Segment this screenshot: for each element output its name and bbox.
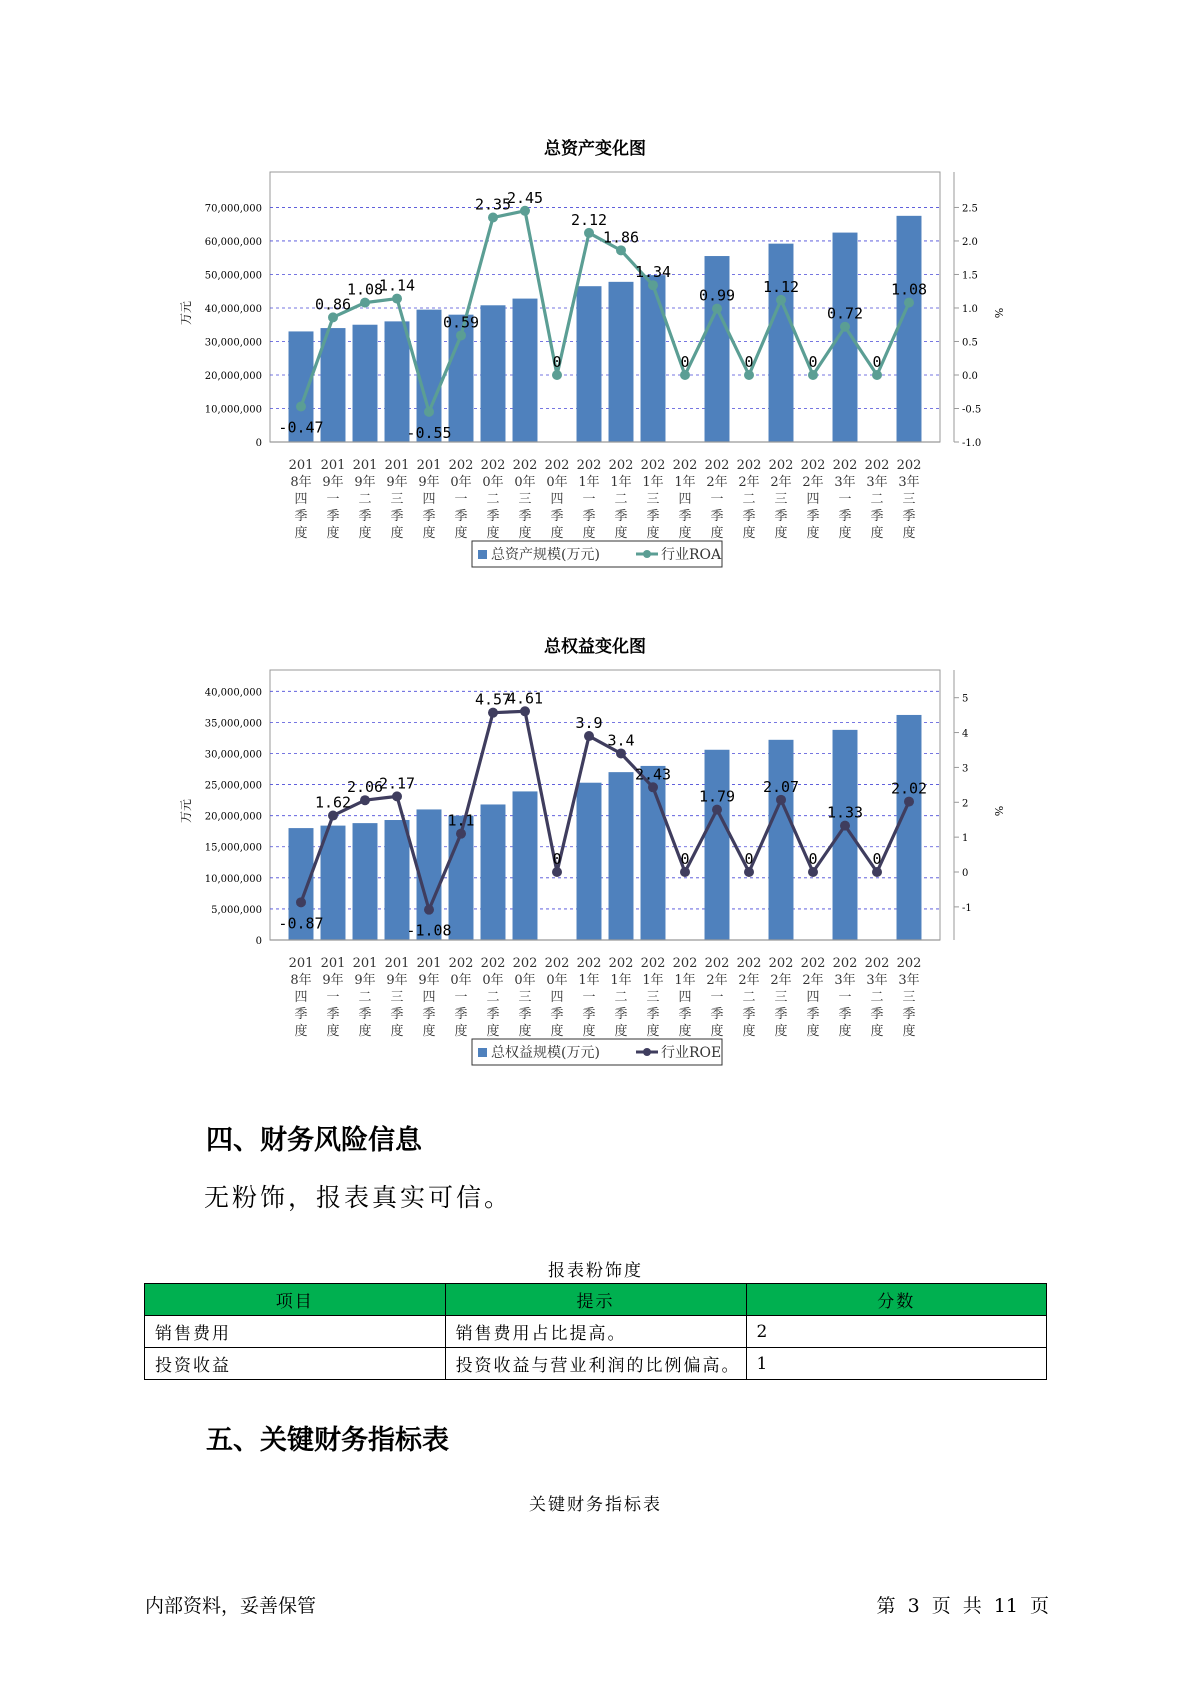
left-tick-label: 35,000,000 bbox=[204, 718, 262, 730]
section-4-heading: 四、财务风险信息 bbox=[206, 1125, 422, 1156]
bar bbox=[897, 715, 922, 940]
column-header: 提示 bbox=[445, 1284, 746, 1316]
left-tick-label: 10,000,000 bbox=[204, 873, 262, 885]
line-point bbox=[872, 867, 882, 877]
category-label: 202 3年三季度 bbox=[896, 956, 922, 1039]
chart-title: 总资产变化图 bbox=[544, 139, 646, 159]
data-label: 0.99 bbox=[698, 286, 736, 305]
table-cell: 销售费用 bbox=[145, 1316, 446, 1348]
table-cell: 1 bbox=[746, 1348, 1046, 1380]
line-point bbox=[456, 330, 466, 340]
left-axis-title: 万元 bbox=[179, 798, 193, 824]
line-point bbox=[296, 897, 306, 907]
data-label: -0.47 bbox=[278, 418, 324, 437]
bar bbox=[481, 804, 506, 940]
footer-confidential: 内部资料，妥善保管 bbox=[145, 1595, 317, 1617]
left-tick-label: 30,000,000 bbox=[204, 749, 262, 761]
data-label: 1.79 bbox=[698, 787, 736, 806]
category-label: 202 0年一季度 bbox=[448, 458, 474, 541]
bar bbox=[609, 282, 634, 442]
table-cell: 2 bbox=[746, 1316, 1046, 1348]
legend-bar-label: 总权益规模(万元) bbox=[491, 1045, 600, 1061]
left-tick-label: 15,000,000 bbox=[204, 842, 262, 854]
bar bbox=[353, 325, 378, 442]
category-label: 201 8年四季度 bbox=[288, 956, 314, 1039]
line-point bbox=[616, 245, 626, 255]
section-5-heading: 五、关键财务指标表 bbox=[206, 1425, 449, 1456]
line-point bbox=[712, 805, 722, 815]
category-label: 201 9年二季度 bbox=[352, 956, 378, 1039]
table-cell: 销售费用占比提高。 bbox=[445, 1316, 746, 1348]
legend-bar-label: 总资产规模(万元) bbox=[491, 547, 600, 563]
line-point bbox=[680, 370, 690, 380]
data-label: 2.45 bbox=[506, 188, 544, 207]
data-label: 1.86 bbox=[602, 228, 640, 247]
data-label: -1.08 bbox=[406, 921, 452, 940]
data-label: 0 bbox=[552, 850, 562, 869]
line-point bbox=[424, 407, 434, 417]
data-label: -0.55 bbox=[406, 423, 452, 442]
bar bbox=[897, 216, 922, 442]
left-tick-label: 25,000,000 bbox=[204, 780, 262, 792]
data-label: 0 bbox=[680, 352, 690, 371]
line-point bbox=[584, 228, 594, 238]
line-point bbox=[744, 867, 754, 877]
window-dressing-table bbox=[144, 1283, 1047, 1380]
data-label: 2.12 bbox=[570, 210, 608, 229]
line-point bbox=[808, 370, 818, 380]
line-point bbox=[840, 322, 850, 332]
category-label: 202 3年三季度 bbox=[896, 458, 922, 541]
right-tick-label: -1.0 bbox=[962, 438, 982, 449]
data-label: 2.17 bbox=[378, 774, 416, 793]
legend-bar-swatch bbox=[478, 550, 487, 559]
data-label: 0 bbox=[680, 850, 690, 869]
category-label: 201 9年三季度 bbox=[384, 458, 410, 541]
line-point bbox=[520, 206, 530, 216]
category-label: 202 2年一季度 bbox=[704, 458, 730, 541]
line-point bbox=[360, 795, 370, 805]
category-label: 202 1年四季度 bbox=[672, 956, 698, 1039]
table-cell: 投资收益 bbox=[145, 1348, 446, 1380]
legend-line-label: 行业ROE bbox=[661, 1045, 722, 1061]
category-label: 202 2年一季度 bbox=[704, 956, 730, 1039]
category-label: 202 1年三季度 bbox=[640, 458, 666, 541]
category-label: 202 0年四季度 bbox=[544, 458, 570, 541]
left-tick-label: 0 bbox=[255, 936, 262, 947]
right-tick-label: 3 bbox=[962, 763, 969, 775]
data-label: -0.87 bbox=[278, 914, 324, 933]
category-label: 201 9年一季度 bbox=[320, 956, 346, 1039]
right-tick-label: 2.0 bbox=[962, 236, 978, 248]
category-label: 202 2年三季度 bbox=[768, 956, 794, 1039]
line-point bbox=[680, 867, 690, 877]
right-tick-label: 0 bbox=[962, 868, 969, 880]
line-point bbox=[552, 370, 562, 380]
data-label: 0 bbox=[808, 352, 818, 371]
category-label: 202 1年四季度 bbox=[672, 458, 698, 541]
data-label: 0.59 bbox=[442, 313, 480, 332]
category-label: 201 9年三季度 bbox=[384, 956, 410, 1039]
table-cell: 投资收益与营业利润的比例偏高。 bbox=[445, 1348, 746, 1380]
data-label: 2.06 bbox=[346, 778, 384, 797]
column-header: 项目 bbox=[145, 1284, 446, 1316]
right-tick-label: 4 bbox=[962, 728, 969, 740]
data-label: 2.35 bbox=[474, 195, 512, 214]
data-label: 3.9 bbox=[575, 714, 603, 733]
line-point bbox=[584, 731, 594, 741]
bar bbox=[513, 299, 538, 442]
category-label: 202 0年一季度 bbox=[448, 956, 474, 1039]
left-axis-title: 万元 bbox=[179, 300, 193, 326]
bar bbox=[641, 275, 666, 442]
bar bbox=[705, 750, 730, 940]
category-label: 201 9年四季度 bbox=[416, 956, 442, 1039]
category-label: 202 3年二季度 bbox=[864, 458, 890, 541]
bar bbox=[353, 823, 378, 940]
category-label: 202 2年三季度 bbox=[768, 458, 794, 541]
bar bbox=[609, 772, 634, 940]
legend-line-marker bbox=[643, 1048, 651, 1056]
line-point bbox=[424, 905, 434, 915]
left-tick-label: 70,000,000 bbox=[204, 203, 262, 215]
data-label: 0 bbox=[552, 352, 562, 371]
bar bbox=[513, 791, 538, 940]
category-label: 202 1年二季度 bbox=[608, 956, 634, 1039]
bar bbox=[769, 244, 794, 442]
line-point bbox=[904, 298, 914, 308]
data-label: 1.14 bbox=[378, 276, 416, 295]
line-point bbox=[776, 795, 786, 805]
category-label: 201 9年二季度 bbox=[352, 458, 378, 541]
line-point bbox=[808, 867, 818, 877]
line-point bbox=[392, 791, 402, 801]
data-label: 1.34 bbox=[634, 263, 672, 282]
category-label: 202 0年四季度 bbox=[544, 956, 570, 1039]
right-tick-label: 5 bbox=[962, 693, 969, 705]
line-point bbox=[392, 294, 402, 304]
data-label: 1.12 bbox=[762, 277, 800, 296]
left-tick-label: 40,000,000 bbox=[204, 303, 262, 315]
footer-page-number: 第 3 页 共 11 页 bbox=[876, 1595, 1049, 1617]
table-row bbox=[145, 1316, 1047, 1348]
total-assets-chart bbox=[0, 130, 1191, 590]
left-tick-label: 50,000,000 bbox=[204, 270, 262, 282]
left-tick-label: 5,000,000 bbox=[211, 904, 262, 916]
column-header: 分数 bbox=[746, 1284, 1046, 1316]
category-label: 202 2年四季度 bbox=[800, 458, 826, 541]
bar bbox=[481, 305, 506, 442]
line-point bbox=[648, 280, 658, 290]
data-label: 0.72 bbox=[826, 304, 864, 323]
legend-line-marker bbox=[643, 550, 651, 558]
table-row bbox=[145, 1348, 1047, 1380]
right-tick-label: -1 bbox=[962, 902, 972, 914]
category-label: 202 2年二季度 bbox=[736, 956, 762, 1039]
left-tick-label: 20,000,000 bbox=[204, 370, 262, 382]
category-label: 202 0年二季度 bbox=[480, 458, 506, 541]
category-label: 202 3年一季度 bbox=[832, 458, 858, 541]
category-label: 202 2年四季度 bbox=[800, 956, 826, 1039]
line-point bbox=[488, 213, 498, 223]
line-point bbox=[840, 821, 850, 831]
data-label: 2.02 bbox=[890, 779, 928, 798]
left-tick-label: 30,000,000 bbox=[204, 337, 262, 349]
left-tick-label: 0 bbox=[255, 438, 262, 449]
category-label: 202 1年三季度 bbox=[640, 956, 666, 1039]
category-label: 201 8年四季度 bbox=[288, 458, 314, 541]
data-label: 0 bbox=[744, 850, 754, 869]
data-label: 0 bbox=[872, 850, 882, 869]
data-label: 0 bbox=[808, 850, 818, 869]
data-label: 1.1 bbox=[447, 811, 475, 830]
data-label: 0 bbox=[744, 352, 754, 371]
category-label: 202 3年二季度 bbox=[864, 956, 890, 1039]
line-point bbox=[872, 370, 882, 380]
category-label: 202 1年二季度 bbox=[608, 458, 634, 541]
section-4-text: 无粉饰，报表真实可信。 bbox=[204, 1183, 513, 1212]
key-indicators-caption: 关键财务指标表 bbox=[529, 1495, 662, 1515]
line-point bbox=[776, 295, 786, 305]
left-tick-label: 10,000,000 bbox=[204, 404, 262, 416]
right-tick-label: 1.5 bbox=[962, 270, 978, 282]
chart-title: 总权益变化图 bbox=[544, 637, 646, 657]
category-label: 202 1年一季度 bbox=[576, 458, 602, 541]
left-tick-label: 40,000,000 bbox=[204, 687, 262, 699]
line-point bbox=[744, 370, 754, 380]
category-label: 201 9年四季度 bbox=[416, 458, 442, 541]
risk-table-caption: 报表粉饰度 bbox=[548, 1261, 643, 1281]
legend-bar-swatch bbox=[478, 1048, 487, 1057]
line-point bbox=[520, 706, 530, 716]
data-label: 2.07 bbox=[762, 777, 800, 796]
category-label: 202 3年一季度 bbox=[832, 956, 858, 1039]
bar bbox=[705, 256, 730, 442]
category-label: 202 0年三季度 bbox=[512, 956, 538, 1039]
line-point bbox=[712, 304, 722, 314]
line-point bbox=[904, 797, 914, 807]
line-point bbox=[488, 708, 498, 718]
bar bbox=[577, 783, 602, 940]
right-tick-label: 1.0 bbox=[962, 303, 978, 315]
data-label: 0 bbox=[872, 352, 882, 371]
line-point bbox=[456, 829, 466, 839]
bar bbox=[769, 740, 794, 940]
category-label: 202 2年二季度 bbox=[736, 458, 762, 541]
line-point bbox=[360, 298, 370, 308]
line-point bbox=[616, 748, 626, 758]
table-header-row bbox=[145, 1284, 1047, 1316]
category-label: 202 1年一季度 bbox=[576, 956, 602, 1039]
right-axis-title: % bbox=[992, 805, 1005, 817]
data-label: 2.43 bbox=[634, 765, 672, 784]
right-axis-title: % bbox=[992, 307, 1005, 319]
line-point bbox=[328, 811, 338, 821]
data-label: 1.08 bbox=[890, 280, 928, 299]
category-label: 202 0年二季度 bbox=[480, 956, 506, 1039]
left-tick-label: 60,000,000 bbox=[204, 236, 262, 248]
data-label: 1.33 bbox=[826, 803, 864, 822]
right-tick-label: 2.5 bbox=[962, 203, 978, 215]
data-label: 4.61 bbox=[506, 689, 544, 708]
total-equity-chart bbox=[0, 628, 1191, 1088]
right-tick-label: 0.5 bbox=[962, 337, 978, 349]
data-label: 0.86 bbox=[314, 295, 352, 314]
line-point bbox=[648, 782, 658, 792]
line-point bbox=[552, 867, 562, 877]
line-point bbox=[328, 312, 338, 322]
data-label: 3.4 bbox=[607, 731, 635, 750]
right-tick-label: -0.5 bbox=[962, 404, 982, 416]
category-label: 201 9年一季度 bbox=[320, 458, 346, 541]
category-label: 202 0年三季度 bbox=[512, 458, 538, 541]
right-tick-label: 2 bbox=[962, 798, 969, 810]
right-tick-label: 1 bbox=[962, 833, 969, 845]
line-point bbox=[296, 401, 306, 411]
data-label: 4.57 bbox=[474, 690, 512, 709]
data-label: 1.08 bbox=[346, 280, 384, 299]
bar bbox=[833, 730, 858, 940]
right-tick-label: 0.0 bbox=[962, 370, 978, 382]
legend-line-label: 行业ROA bbox=[661, 547, 722, 563]
data-label: 1.62 bbox=[314, 793, 352, 812]
left-tick-label: 20,000,000 bbox=[204, 811, 262, 823]
bar bbox=[577, 286, 602, 442]
